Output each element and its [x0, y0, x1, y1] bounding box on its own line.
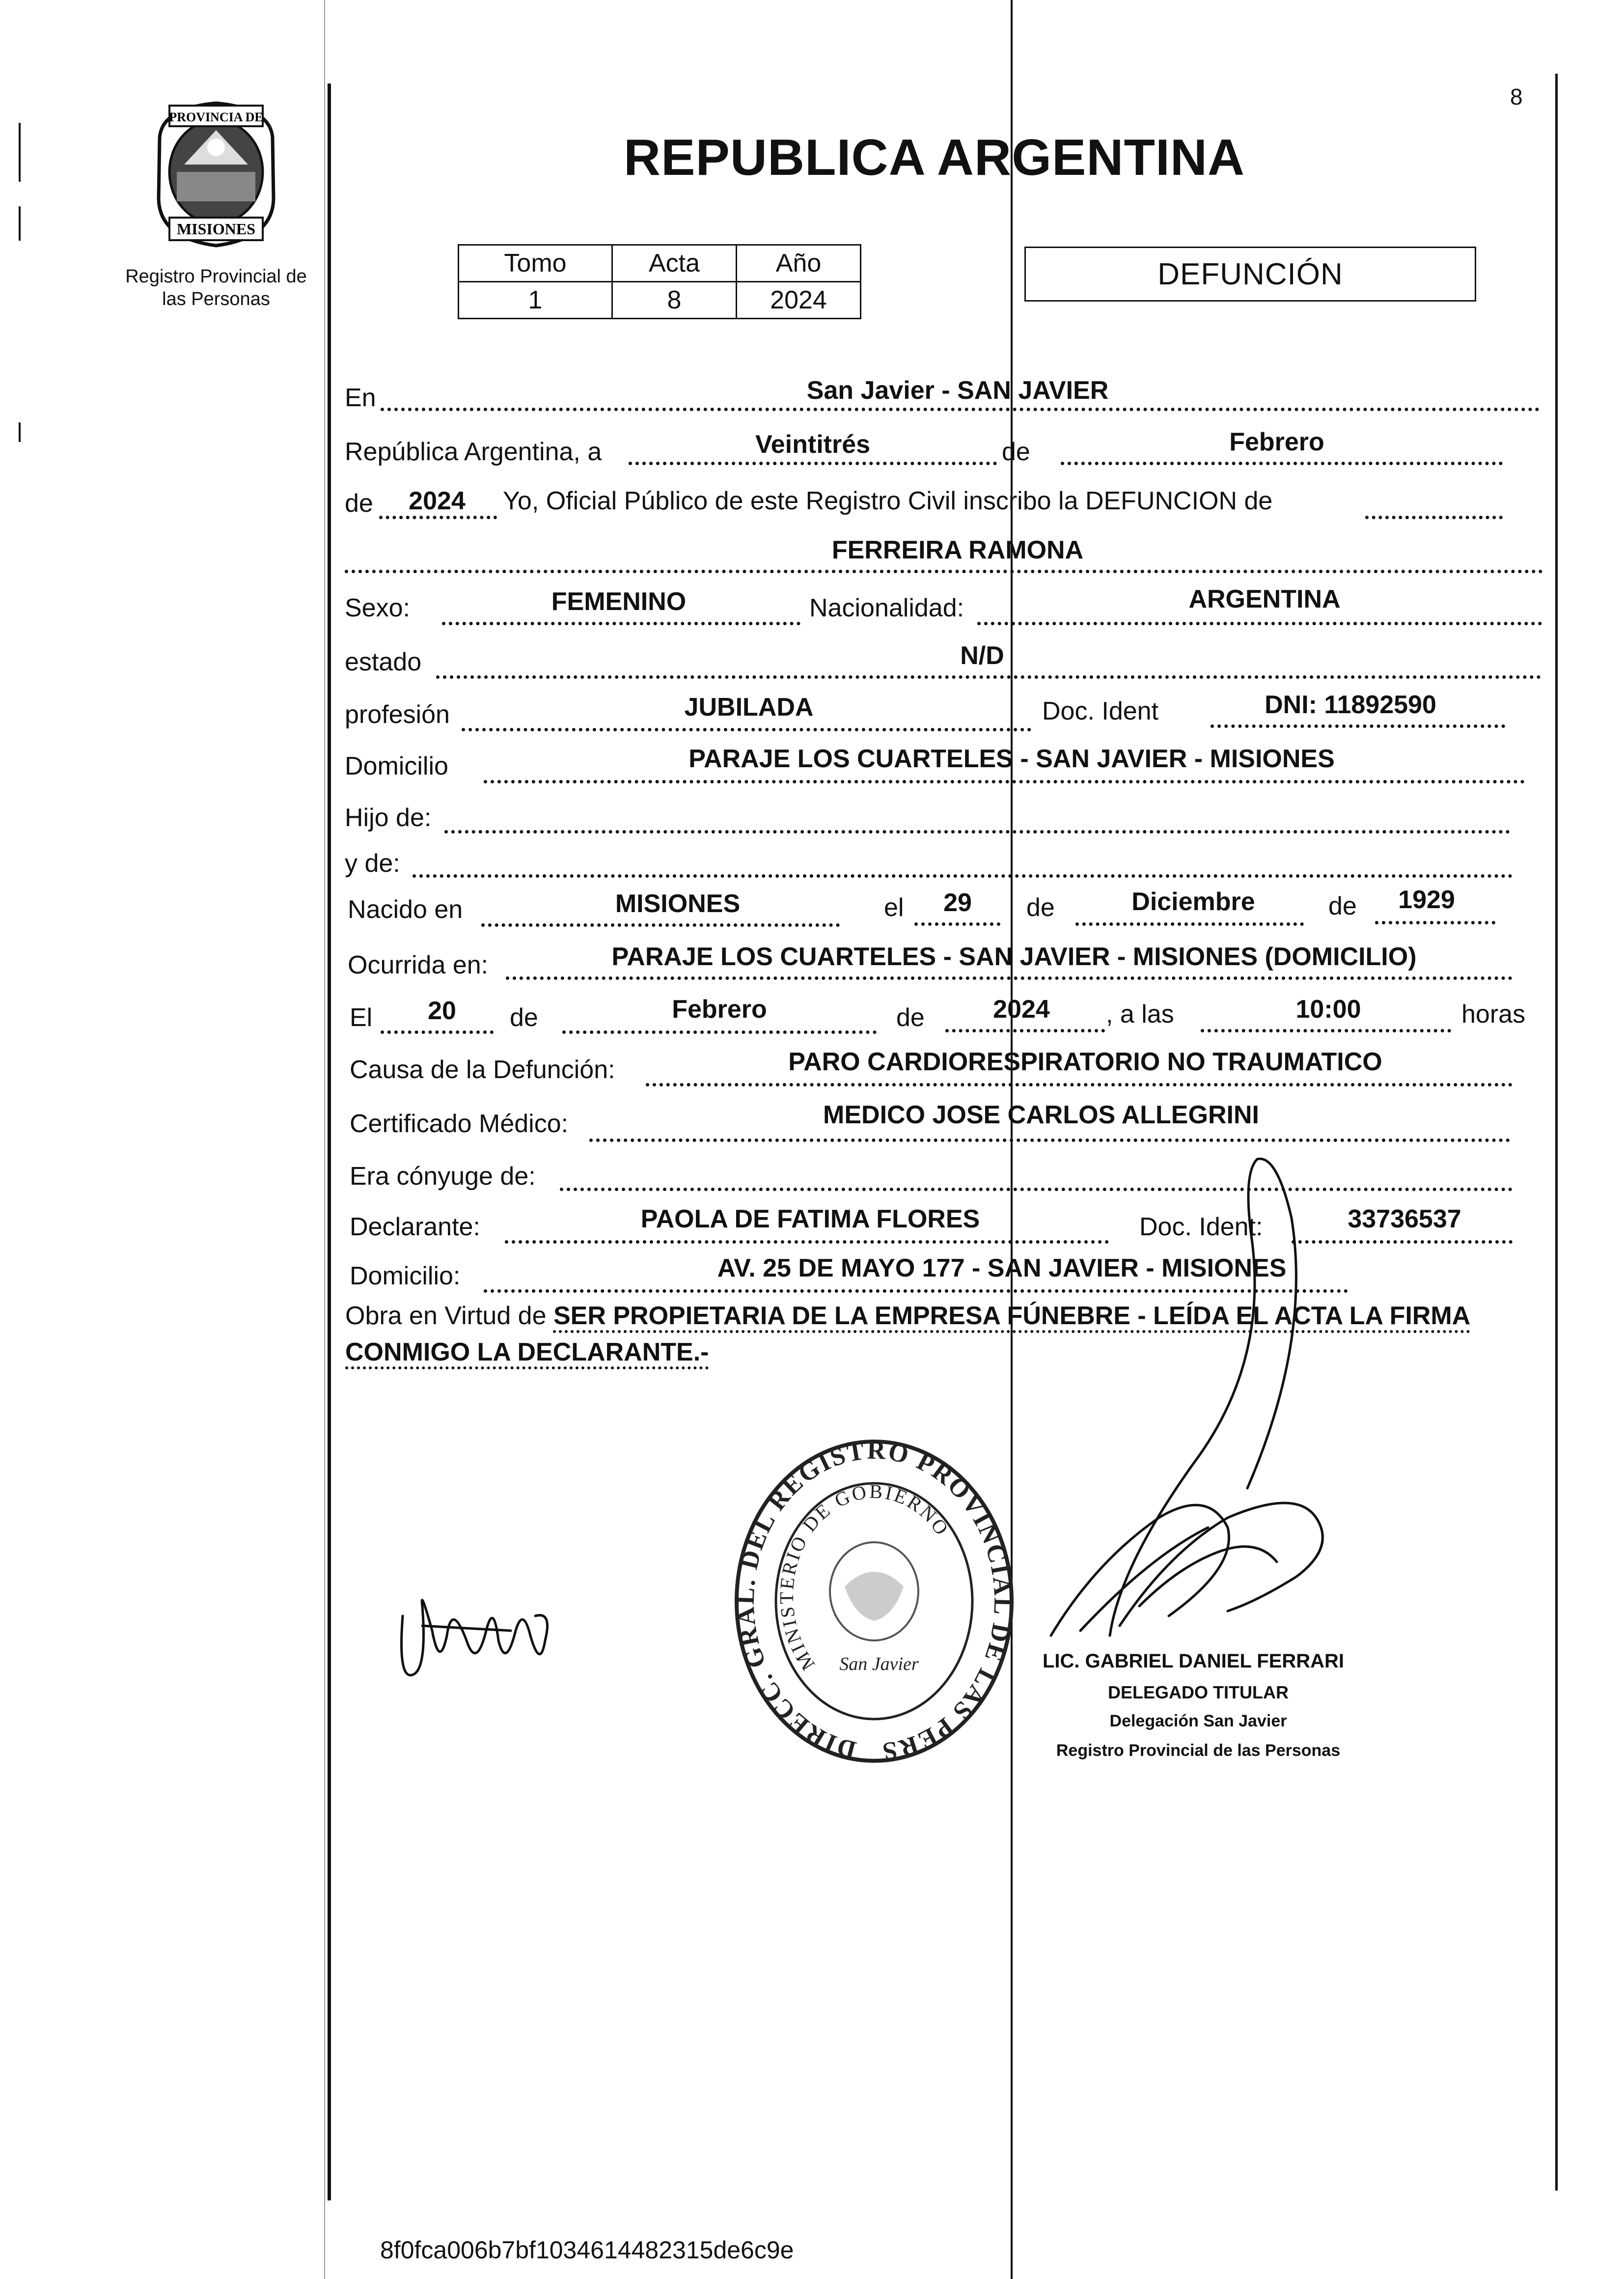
de-label-6: de [896, 1003, 925, 1032]
name-dotted-line [345, 570, 1543, 573]
obra-value: SER PROPIETARIA DE LA EMPRESA FÚNEBRE - LEÍDA EL ACTA LA FIRMA CONMIGO LA DECLARANTE.- [345, 1302, 1471, 1366]
right-margin-line [1555, 74, 1558, 2191]
domicilio-value: PARAJE LOS CUARTELES - SAN JAVIER - MISIONES [688, 745, 1335, 773]
el-label: el [884, 893, 904, 922]
scan-mark [19, 206, 21, 241]
doc-ident-value: DNI: 11892590 [1265, 691, 1436, 719]
seal-inner-text: MINISTERIO DE GOBIERNO [775, 1480, 954, 1675]
doc2-value: 33736537 [1348, 1205, 1461, 1233]
declarante-label: Declarante: [350, 1213, 480, 1241]
anio-value: 2024 [737, 282, 861, 319]
declarante-dotted-line [505, 1240, 1109, 1244]
en-label: En [345, 384, 376, 412]
official-name: LIC. GABRIEL DANIEL FERRARI [1042, 1650, 1345, 1672]
nacido-dotted-line [481, 923, 840, 927]
death-time: 10:00 [1295, 995, 1361, 1024]
el2-label: El [350, 1003, 373, 1032]
certificado-label: Certificado Médico: [350, 1110, 569, 1138]
official-signature-icon [1021, 1144, 1365, 1650]
anio-label: Año [737, 245, 861, 282]
death-time-dotted-line [1201, 1029, 1451, 1032]
year-value: 2024 [409, 487, 466, 515]
nacionalidad-value: ARGENTINA [1188, 585, 1341, 613]
birth-year: 1929 [1398, 886, 1455, 914]
deceased-name: FERREIRA RAMONA [831, 536, 1084, 564]
doc2-label: Doc. Ident: [1139, 1213, 1263, 1241]
declarant-signature-icon [393, 1557, 555, 1704]
acta-value: 8 [612, 282, 737, 319]
profesion-label: profesión [345, 700, 450, 729]
y-de-label: y de: [345, 849, 400, 878]
sexo-label: Sexo: [345, 594, 410, 622]
conyuge-label: Era cónyuge de: [350, 1162, 536, 1191]
birth-month: Diciembre [1131, 888, 1255, 916]
nacido-label: Nacido en [348, 895, 463, 924]
death-day-dotted-line [381, 1030, 494, 1034]
page-title: REPUBLICA ARGENTINA [624, 129, 1245, 186]
estado-label: estado [345, 648, 422, 676]
org-name: Registro Provincial de las Personas [125, 266, 307, 309]
scan-mark [19, 123, 21, 182]
y-de-dotted-line [413, 874, 1513, 878]
seal-outer-text: DIRECC. GRAL. DEL REGISTRO PROVINCIAL DE LAS PERS [732, 1439, 1017, 1766]
causa-label: Causa de la Defunción: [350, 1056, 615, 1084]
coat-of-arms-icon [140, 91, 292, 253]
official-org: Registro Provincial de las Personas [1056, 1741, 1341, 1760]
domicilio-dotted-line [484, 780, 1525, 783]
birth-year-dotted-line [1375, 921, 1495, 924]
birth-month-dotted-line [1075, 922, 1304, 926]
de-label-1: de [1002, 438, 1030, 466]
doc-ident-label: Doc. Ident [1042, 697, 1159, 725]
seal-center-text: San Javier [839, 1654, 919, 1674]
profesion-dotted-line [462, 728, 1031, 731]
sexo-value: FEMENINO [551, 587, 687, 616]
de-label-4: de [1328, 892, 1357, 920]
de-label-3: de [1026, 893, 1055, 922]
year-dotted-line [379, 516, 497, 519]
official-dotted-line [1365, 516, 1503, 519]
domicilio2-label: Domicilio: [350, 1262, 461, 1290]
estado-value: N/D [960, 641, 1004, 670]
nacionalidad-dotted-line [977, 622, 1542, 625]
en-value: San Javier - SAN JAVIER [806, 376, 1109, 405]
day-dotted-line [629, 462, 997, 465]
month-dotted-line [1061, 462, 1503, 465]
sexo-dotted-line [442, 622, 800, 625]
death-day: 20 [428, 997, 456, 1025]
domicilio2-value: AV. 25 DE MAYO 177 - SAN JAVIER - MISIONES [717, 1254, 1287, 1282]
causa-dotted-line [646, 1083, 1513, 1086]
birth-day-dotted-line [914, 922, 1000, 926]
en-dotted-line [381, 408, 1540, 411]
a-las-label: , a las [1106, 1000, 1174, 1028]
page-number: 8 [1510, 84, 1523, 110]
ocurrida-dotted-line [506, 976, 1513, 980]
obra-label: Obra en Virtud de [345, 1302, 547, 1330]
tomo-value: 1 [459, 282, 612, 319]
profesion-value: JUBILADA [684, 693, 814, 722]
scan-mark [19, 422, 21, 442]
day-words: Veintitrés [755, 430, 871, 459]
birth-day: 29 [943, 889, 972, 917]
domicilio-label: Domicilio [345, 752, 448, 780]
official-text: Yo, Oficial Público de este Registro Civil inscribo la DEFUNCION de [503, 487, 1273, 515]
hijo-de-label: Hijo de: [345, 804, 432, 832]
death-year: 2024 [993, 995, 1050, 1024]
declarante-value: PAOLA DE FATIMA FLORES [640, 1205, 980, 1233]
logo-bottom-text: MISIONES [176, 220, 256, 238]
death-month: Febrero [672, 995, 767, 1024]
month-value: Febrero [1229, 428, 1324, 456]
left-margin-line [328, 83, 331, 2200]
scan-edge-line [324, 0, 325, 2279]
record-reference-table [458, 244, 861, 319]
republica-label: República Argentina, a [345, 438, 602, 466]
nacido-value: MISIONES [615, 889, 741, 918]
causa-value: PARO CARDIORESPIRATORIO NO TRAUMATICO [788, 1048, 1382, 1076]
death-year-dotted-line [945, 1029, 1105, 1032]
tomo-label: Tomo [459, 245, 612, 282]
ocurrida-value: PARAJE LOS CUARTELES - SAN JAVIER - MISIONES (DOMICILIO) [611, 943, 1417, 971]
official-office: Delegación San Javier [1109, 1712, 1287, 1730]
estado-dotted-line [436, 675, 1541, 679]
logo-top-text: PROVINCIA DE [169, 110, 263, 124]
document-type-box: DEFUNCIÓN [1024, 247, 1476, 302]
de-label-2: de [345, 489, 373, 518]
ocurrida-label: Ocurrida en: [348, 951, 489, 979]
official-title: DELEGADO TITULAR [1108, 1682, 1289, 1702]
hijo-de-dotted-line [444, 830, 1510, 834]
certificado-value: MEDICO JOSE CARLOS ALLEGRINI [823, 1101, 1259, 1129]
doc-ident-dotted-line [1211, 724, 1505, 728]
death-month-dotted-line [562, 1030, 877, 1034]
horas-label: horas [1461, 1000, 1526, 1028]
nacionalidad-label: Nacionalidad: [809, 594, 964, 622]
official-seal-icon [732, 1439, 1017, 1773]
acta-label: Acta [612, 245, 737, 282]
certificado-dotted-line [589, 1139, 1510, 1142]
document-hash: 8f0fca006b7bf1034614482315de6c9e [380, 2236, 794, 2264]
de-label-5: de [510, 1003, 538, 1032]
